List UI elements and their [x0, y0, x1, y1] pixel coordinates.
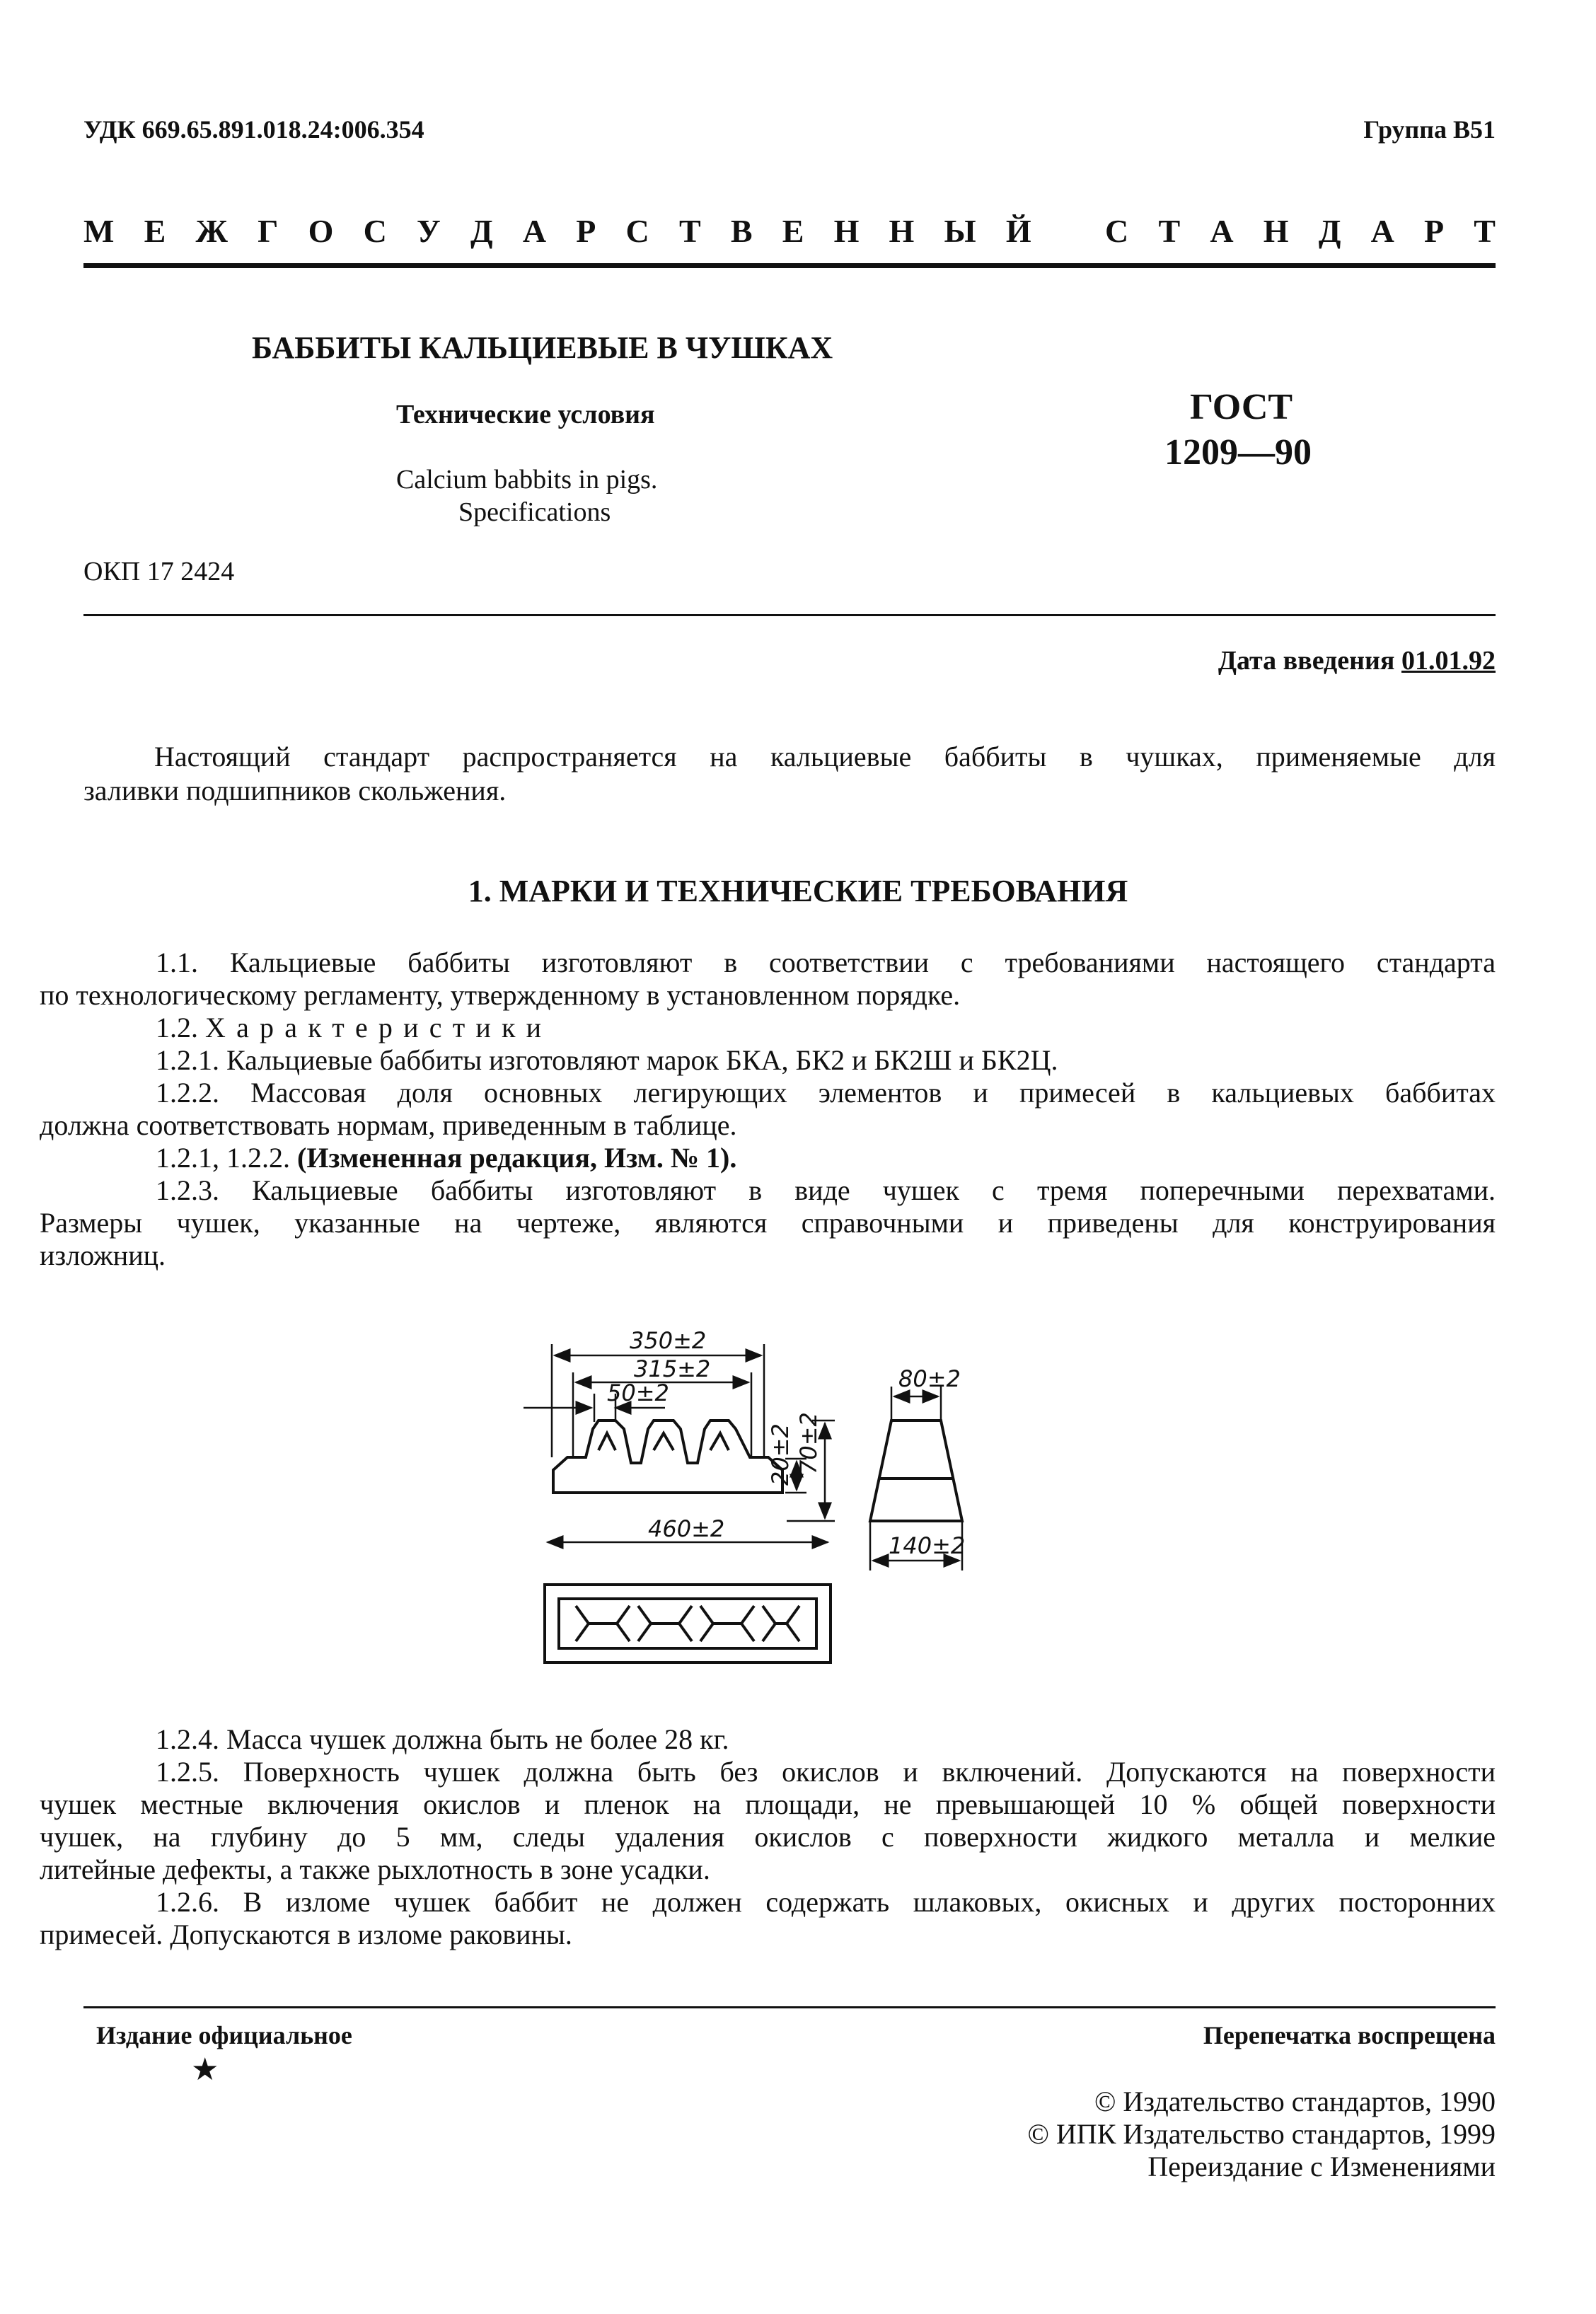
p1-2-1: 1.2.1. Кальциевые баббиты изготовляют марок БКА, БК2 и БК2Ш и БК2Ц. [156, 1044, 1058, 1076]
banner-letter: Ы [944, 213, 976, 249]
dim-140: 140±2 [889, 1532, 966, 1559]
p1-2-number: 1.2. [156, 1012, 198, 1043]
banner-letter [1061, 212, 1075, 255]
reprint-notice: Перепечатка воспрещена [1203, 2021, 1496, 2049]
banner-letter: Г [258, 213, 279, 249]
intro-date-value: 01.01.92 [1401, 646, 1496, 676]
okp-code: ОКП 17 2424 [83, 557, 235, 586]
header-rule [83, 263, 1496, 268]
intro-date [1218, 645, 1496, 676]
banner-letter: Д [1318, 213, 1341, 249]
gost-number: 1209—90 [1164, 432, 1312, 473]
english-title-line1: Calcium babbits in pigs. [396, 465, 658, 494]
p1-2-5-line2: чушек местные включения окислов и пленок на площади, не превышающей 10 % общей поверхности [40, 1788, 1496, 1820]
copyright-block [1028, 2086, 1496, 2183]
banner-letter: С [363, 213, 387, 249]
section-body [40, 947, 1496, 1272]
document-subtitle: Технические условия [396, 400, 655, 429]
section-body-continued [40, 1723, 1496, 1951]
banner-letter: А [522, 213, 547, 249]
banner-letter: Т [678, 213, 701, 249]
intro-paragraph [83, 740, 1496, 808]
banner-letter: Е [144, 213, 166, 249]
group-code: Группа В51 [1363, 115, 1496, 144]
title-rule [83, 614, 1496, 616]
p1-2-2-line2: должна соответствовать нормам, приведенным в таблице. [40, 1109, 737, 1141]
banner-letter: Е [782, 213, 804, 249]
intro-line2: заливки подшипников скольжения. [83, 775, 507, 806]
section-heading: 1. МАРКИ И ТЕХНИЧЕСКИЕ ТРЕБОВАНИЯ [468, 874, 1128, 908]
dim-20: 20±2 [767, 1423, 794, 1486]
pig-end-outline [870, 1421, 962, 1521]
banner-letter: Н [1263, 213, 1289, 249]
banner-letter: Н [833, 213, 860, 249]
banner-letter: А [1210, 213, 1234, 249]
copyright-1990: © Издательство стандартов, 1990 [1094, 2086, 1496, 2117]
banner-letter: Р [576, 213, 596, 249]
gost-label: ГОСТ [1190, 387, 1293, 427]
dim-315: 315±2 [634, 1355, 711, 1382]
banner-letter: Н [889, 213, 915, 249]
star-icon: ★ [191, 2052, 219, 2087]
intro-line1: Настоящий стандарт распространяется на кальциевые баббиты в чушках, применяемые для [154, 741, 1496, 773]
dim-50: 50±2 [607, 1379, 669, 1406]
p1-2 [40, 1012, 1496, 1044]
p1-2-5-line3: чушек, на глубину до 5 мм, следы удаления окислов с поверхности жидкого металла и мелкие [40, 1821, 1496, 1853]
official-edition: Издание официальное [96, 2021, 352, 2049]
p1-1-line2: по технологическому регламенту, утвержденному в установленном порядке. [40, 979, 961, 1011]
footer-rule [83, 2006, 1496, 2008]
dim-460: 460±2 [648, 1515, 725, 1542]
p1-2-4: 1.2.4. Масса чушек должна быть не более 28 кг. [156, 1723, 729, 1755]
banner-letter: Й [1005, 213, 1031, 249]
p1-1-line1: 1.1. Кальциевые баббиты изготовляют в соответствии с требованиями настоящего стандарта [156, 947, 1496, 978]
document-title: БАББИТЫ КАЛЬЦИЕВЫЕ В ЧУШКАХ [252, 330, 833, 365]
banner-letter: Т [1474, 213, 1496, 249]
dim-70: 70±2 [795, 1412, 822, 1474]
standard-banner [83, 212, 1496, 255]
banner-letter: В [730, 213, 753, 249]
banner-letter: С [1105, 213, 1129, 249]
intro-date-label: Дата введения [1218, 646, 1395, 676]
p1-2-6-line1: 1.2.6. В изломе чушек баббит не должен содержать шлаковых, окисных и других посторонних [156, 1886, 1496, 1918]
amendment-number: 1.2.1, 1.2.2. [156, 1142, 290, 1174]
p1-2-5-line4: литейные дефекты, а также рыхлотность в зоне усадки. [40, 1853, 710, 1885]
dim-350: 350±2 [630, 1327, 707, 1354]
english-title-line2: Specifications [458, 497, 611, 527]
dim-80: 80±2 [898, 1365, 961, 1392]
banner-letter: Д [470, 213, 493, 249]
pig-drawing [524, 1309, 1075, 1705]
banner-letter: О [308, 213, 334, 249]
p1-2-3-line1: 1.2.3. Кальциевые баббиты изготовляют в виде чушек с тремя поперечными перехватами. [156, 1174, 1496, 1206]
p1-2-6-line2: примесей. Допускаются в изломе раковины. [40, 1919, 572, 1950]
banner-letter: Р [1423, 213, 1445, 249]
udk-code: УДК 669.65.891.018.24:006.354 [83, 115, 424, 144]
p1-2-title: Характеристики [205, 1012, 553, 1043]
reissue-note: Переиздание с Изменениями [1147, 2151, 1496, 2182]
banner-letter: М [83, 213, 115, 249]
p-amendment [40, 1142, 1496, 1174]
amendment-text: (Измененная редакция, Изм. № 1). [297, 1142, 737, 1174]
pig-side-outline [553, 1421, 782, 1493]
p1-2-3-line2: Размеры чушек, указанные на чертеже, являются справочными и приведены для конструирования [40, 1207, 1496, 1239]
banner-letter: У [417, 213, 441, 249]
p1-2-2-line1: 1.2.2. Массовая доля основных легирующих элементов и примесей в кальциевых баббитах [156, 1077, 1496, 1109]
banner-letter: Т [1158, 213, 1181, 249]
banner-letter: Ж [195, 213, 228, 249]
banner-letter: А [1370, 213, 1394, 249]
banner-letter: С [625, 213, 649, 249]
p1-2-5-line1: 1.2.5. Поверхность чушек должна быть без окислов и включений. Допускаются на поверхности [156, 1756, 1496, 1788]
p1-2-3-line3: изложниц. [40, 1239, 166, 1271]
copyright-1999: © ИПК Издательство стандартов, 1999 [1027, 2118, 1496, 2150]
